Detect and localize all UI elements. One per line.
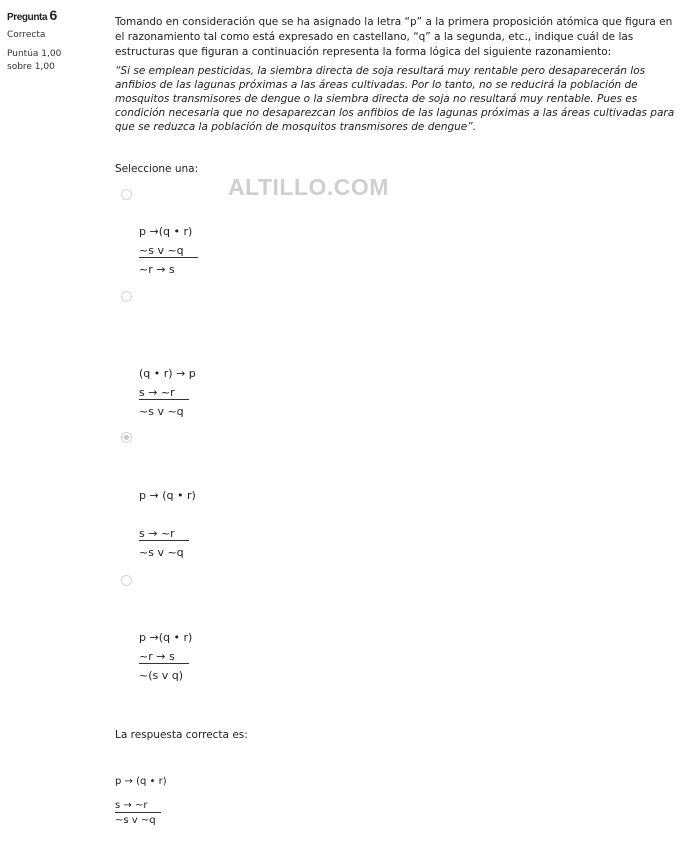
question-title [7,7,107,23]
option-2-conclusion: ~s v ~q [139,405,184,418]
question-content [115,15,675,134]
option-2-formula[interactable] [139,364,196,421]
option-1-premise-1: p →(q • r) [139,225,193,238]
option-4-formula[interactable] [139,628,192,685]
option-3-premise-1: p → (q • r) [139,489,196,502]
question-number: 6 [49,7,57,23]
option-2-radio[interactable] [121,291,132,302]
answer-premise-1: p → (q • r) [115,776,167,787]
option-3-conclusion: ~s v ~q [139,546,184,559]
option-2-premise-2: s → ~r [139,386,189,400]
option-1-formula[interactable] [139,222,198,279]
select-prompt: Seleccione una: [115,163,199,175]
question-argument: “Si se emplean pesticidas, la siembra directa de soja resultará muy rentable pero desaparecerán los anfibios de las lagunas próximas a las áreas cultivadas. Por lo tanto, no se reducirá la población de mosquitos transmisores de dengue o la siembra directa de soja no resultará muy rentable. Pues es condición necesaria que no desaparezcan los anfibios de las lagunas próximas a las áreas cultivadas para que se reduzca la población de mosquitos transmisores de dengue”. [115,65,675,133]
question-info [7,7,107,74]
option-4-radio[interactable] [121,575,132,586]
option-1-radio[interactable] [121,189,132,200]
option-3-radio[interactable] [121,432,132,443]
option-4-premise-2: ~r → s [139,650,189,664]
option-3-formula[interactable] [139,486,196,562]
option-1-conclusion: ~r → s [139,263,175,276]
watermark: ALTILLO.COM [228,174,389,200]
option-2-premise-1: (q • r) → p [139,367,196,380]
correct-answer [115,773,167,827]
option-4-premise-1: p →(q • r) [139,631,193,644]
question-label: Pregunta [7,12,48,23]
question-grade: Puntúa 1,00 sobre 1,00 [7,49,62,72]
option-4-conclusion: ~(s v q) [139,669,184,682]
answer-premise-2: s → ~r [115,799,161,813]
option-3-premise-2: s → ~r [139,527,189,541]
answer-conclusion: ~s v ~q [115,815,156,826]
question-text: Tomando en consideración que se ha asignado la letra “p” a la primera proposición atómica que figura en el razonamiento tal como está expresado en castellano, “q” a la segunda, etc., indique cuál de las estructuras que figuran a continuación representa la forma lógica del siguiente razonamiento: [115,16,673,58]
correct-answer-label: La respuesta correcta es: [115,729,248,741]
option-1-premise-2: ~s v ~q [139,244,198,258]
question-status: Correcta [7,30,46,40]
